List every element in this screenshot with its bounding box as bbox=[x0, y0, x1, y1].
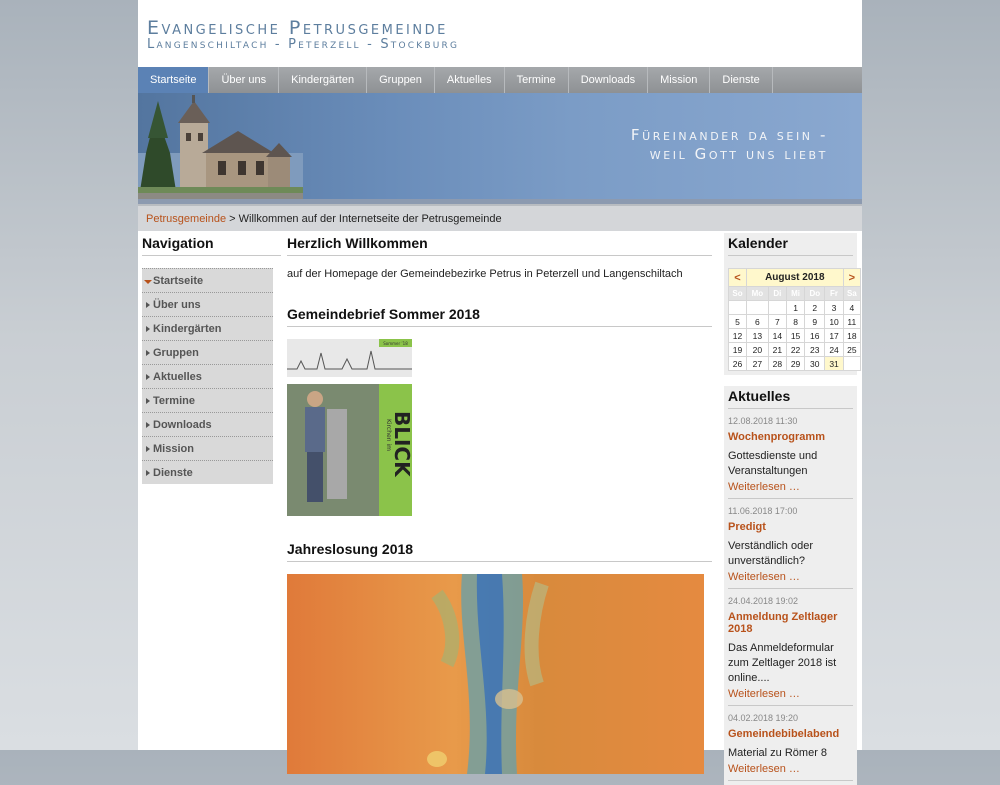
arrow-right-icon bbox=[146, 470, 150, 476]
weekday-label: Sa bbox=[843, 287, 860, 301]
sidebar-item-label: Startseite bbox=[153, 275, 204, 287]
news-heading: Aktuelles bbox=[728, 388, 853, 409]
news-item bbox=[728, 409, 853, 499]
news-read-more-link[interactable]: Weiterlesen … bbox=[728, 481, 800, 493]
calendar-week-row bbox=[729, 357, 861, 371]
news-date: 12.08.2018 11:30 bbox=[728, 416, 798, 426]
tab-gruppen[interactable]: Gruppen bbox=[367, 67, 435, 93]
banner-slogan-line2: weil Gott uns liebt bbox=[649, 145, 828, 163]
calendar-day: 18 bbox=[843, 329, 860, 343]
sidebar-item-downloads[interactable] bbox=[142, 412, 273, 436]
news-read-more-link[interactable]: Weiterlesen … bbox=[728, 688, 800, 700]
tab-mission[interactable]: Mission bbox=[648, 67, 710, 93]
calendar-week-row bbox=[729, 301, 861, 315]
main-content bbox=[281, 231, 712, 785]
calendar-day: 24 bbox=[825, 343, 843, 357]
site-title[interactable]: Evangelische Petrusgemeinde bbox=[147, 17, 448, 39]
arrow-right-icon bbox=[146, 302, 150, 308]
calendar-day: 17 bbox=[825, 329, 843, 343]
gemeindebrief-heading: Gemeindebrief Sommer 2018 bbox=[287, 306, 712, 327]
calendar-week-row bbox=[729, 315, 861, 329]
header-banner bbox=[138, 93, 862, 204]
calendar-month: August 2018 bbox=[746, 269, 843, 287]
news-title-link[interactable]: Wochenprogramm bbox=[728, 431, 825, 443]
church-image bbox=[138, 93, 303, 199]
calendar-day: 26 bbox=[729, 357, 747, 371]
top-navigation bbox=[138, 67, 862, 93]
arrow-down-icon bbox=[144, 280, 152, 284]
weekday-label: Di bbox=[768, 287, 786, 301]
sidebar-item-label: Kindergärten bbox=[153, 323, 222, 335]
breadcrumb-home-link[interactable]: Petrusgemeinde bbox=[146, 213, 227, 225]
calendar-day: 3 bbox=[825, 301, 843, 315]
jahreslosung-heading: Jahreslosung 2018 bbox=[287, 541, 712, 562]
calendar-day bbox=[729, 301, 747, 315]
calendar-day: 4 bbox=[843, 301, 860, 315]
banner-divider bbox=[138, 199, 862, 204]
news-item bbox=[728, 589, 853, 706]
sidebar-item-label: Über uns bbox=[153, 299, 201, 311]
weekday-label: Fr bbox=[825, 287, 843, 301]
sidebar-item-label: Downloads bbox=[153, 419, 212, 431]
calendar-day: 30 bbox=[805, 357, 825, 371]
tab-dienste[interactable]: Dienste bbox=[710, 67, 772, 93]
calendar-prev-button[interactable]: < bbox=[729, 269, 747, 287]
tab-downloads[interactable]: Downloads bbox=[569, 67, 648, 93]
sidebar-item-label: Mission bbox=[153, 443, 194, 455]
content-columns bbox=[138, 231, 862, 785]
site-header bbox=[138, 0, 862, 67]
arrow-right-icon bbox=[146, 326, 150, 332]
left-sidebar bbox=[138, 231, 281, 785]
calendar-day: 6 bbox=[746, 315, 768, 329]
calendar-day: 21 bbox=[768, 343, 786, 357]
calendar-week-row bbox=[729, 343, 861, 357]
weekday-label: Do bbox=[805, 287, 825, 301]
tab-aktuelles[interactable]: Aktuelles bbox=[435, 67, 505, 93]
tab-kindergaerten[interactable]: Kindergärten bbox=[279, 67, 367, 93]
news-box bbox=[724, 386, 857, 785]
breadcrumb bbox=[138, 204, 862, 231]
news-date: 24.04.2018 19:02 bbox=[728, 596, 799, 606]
calendar-table bbox=[728, 268, 861, 371]
calendar-day: 2 bbox=[805, 301, 825, 315]
sidebar-item-ueber-uns[interactable] bbox=[142, 292, 273, 316]
calendar-day: 7 bbox=[768, 315, 786, 329]
brief-badge: Sommer ’18 bbox=[383, 341, 408, 346]
news-title-link[interactable]: Gemeindebibelabend bbox=[728, 728, 840, 740]
calendar-week-row bbox=[729, 329, 861, 343]
news-text: Das Anmeldeformular zum Zeltlager 2018 ist online.... bbox=[728, 642, 837, 684]
tab-startseite[interactable]: Startseite bbox=[138, 67, 209, 93]
welcome-text: auf der Homepage der Gemeindebezirke Petrus in Peterzell und Langenschiltach bbox=[287, 268, 683, 280]
news-read-more-link[interactable]: Weiterlesen … bbox=[728, 763, 800, 775]
news-text: Verständlich oder unverständlich? bbox=[728, 540, 813, 567]
sidebar-item-aktuelles[interactable] bbox=[142, 364, 273, 388]
calendar-day: 22 bbox=[786, 343, 804, 357]
sidebar-item-kindergaerten[interactable] bbox=[142, 316, 273, 340]
news-title-link[interactable]: Predigt bbox=[728, 521, 766, 533]
calendar-next-button[interactable]: > bbox=[843, 269, 860, 287]
calendar-day bbox=[746, 301, 768, 315]
calendar-day: 5 bbox=[729, 315, 747, 329]
arrow-right-icon bbox=[146, 446, 150, 452]
breadcrumb-current: Willkommen auf der Internetseite der Petrusgemeinde bbox=[238, 213, 502, 225]
calendar-day: 29 bbox=[786, 357, 804, 371]
sidebar-item-dienste[interactable] bbox=[142, 460, 273, 484]
news-title-link[interactable]: Anmeldung Zeltlager 2018 bbox=[728, 611, 838, 635]
calendar-day: 8 bbox=[786, 315, 804, 329]
calendar-day: 11 bbox=[843, 315, 860, 329]
calendar-day: 28 bbox=[768, 357, 786, 371]
gemeindebrief-cover-image[interactable] bbox=[287, 339, 412, 516]
calendar-day: 12 bbox=[729, 329, 747, 343]
brief-side-big-text: BLICK bbox=[390, 411, 414, 477]
sidebar-item-label: Termine bbox=[153, 395, 195, 407]
site-subtitle: Langenschiltach - Peterzell - Stockburg bbox=[147, 37, 460, 52]
calendar-day: 15 bbox=[786, 329, 804, 343]
news-item bbox=[728, 706, 853, 781]
right-sidebar bbox=[719, 231, 857, 785]
welcome-heading: Herzlich Willkommen bbox=[287, 235, 712, 256]
weekday-label: So bbox=[729, 287, 747, 301]
calendar-header-row bbox=[729, 269, 861, 287]
banner-slogan-line1: Füreinander da sein - bbox=[630, 126, 828, 144]
breadcrumb-separator: > bbox=[226, 213, 239, 225]
news-text: Material zu Römer 8 bbox=[728, 747, 828, 759]
calendar-day: 13 bbox=[746, 329, 768, 343]
calendar-day: 25 bbox=[843, 343, 860, 357]
calendar-heading: Kalender bbox=[728, 235, 853, 256]
weekday-label: Mo bbox=[746, 287, 768, 301]
calendar-day-today: 31 bbox=[825, 357, 843, 371]
tab-termine[interactable]: Termine bbox=[505, 67, 569, 93]
calendar-day: 19 bbox=[729, 343, 747, 357]
calendar-day: 14 bbox=[768, 329, 786, 343]
news-read-more-link[interactable]: Weiterlesen … bbox=[728, 571, 800, 583]
calendar-day bbox=[843, 357, 860, 371]
sidebar-item-label: Aktuelles bbox=[153, 371, 202, 383]
tab-ueber-uns[interactable]: Über uns bbox=[209, 67, 279, 93]
calendar-box bbox=[724, 233, 857, 375]
calendar-day: 1 bbox=[786, 301, 804, 315]
weekday-label: Mi bbox=[786, 287, 804, 301]
calendar-day: 16 bbox=[805, 329, 825, 343]
sidebar-item-termine[interactable] bbox=[142, 388, 273, 412]
arrow-right-icon bbox=[146, 422, 150, 428]
arrow-right-icon bbox=[146, 374, 150, 380]
calendar-weekday-row bbox=[729, 287, 861, 301]
calendar-day: 9 bbox=[805, 315, 825, 329]
sidebar-item-label: Dienste bbox=[153, 467, 193, 479]
calendar-day: 20 bbox=[746, 343, 768, 357]
news-date: 04.02.2018 19:20 bbox=[728, 713, 799, 723]
arrow-right-icon bbox=[146, 398, 150, 404]
sidebar-nav bbox=[142, 268, 273, 484]
sidebar-heading: Navigation bbox=[142, 235, 281, 256]
news-date: 11.06.2018 17:00 bbox=[728, 506, 798, 516]
calendar-day: 27 bbox=[746, 357, 768, 371]
jahreslosung-painting-image[interactable] bbox=[287, 574, 704, 774]
calendar-day: 10 bbox=[825, 315, 843, 329]
page-wrapper bbox=[138, 0, 862, 775]
calendar-day: 23 bbox=[805, 343, 825, 357]
arrow-right-icon bbox=[146, 350, 150, 356]
sidebar-item-label: Gruppen bbox=[153, 347, 199, 359]
calendar-day bbox=[768, 301, 786, 315]
news-item bbox=[728, 499, 853, 589]
sidebar-item-startseite[interactable] bbox=[142, 268, 273, 292]
news-text: Gottesdienste und Veranstaltungen bbox=[728, 450, 818, 477]
sidebar-item-mission[interactable] bbox=[142, 436, 273, 460]
brief-side-small-text: Kirchen im bbox=[385, 419, 392, 451]
sidebar-item-gruppen[interactable] bbox=[142, 340, 273, 364]
